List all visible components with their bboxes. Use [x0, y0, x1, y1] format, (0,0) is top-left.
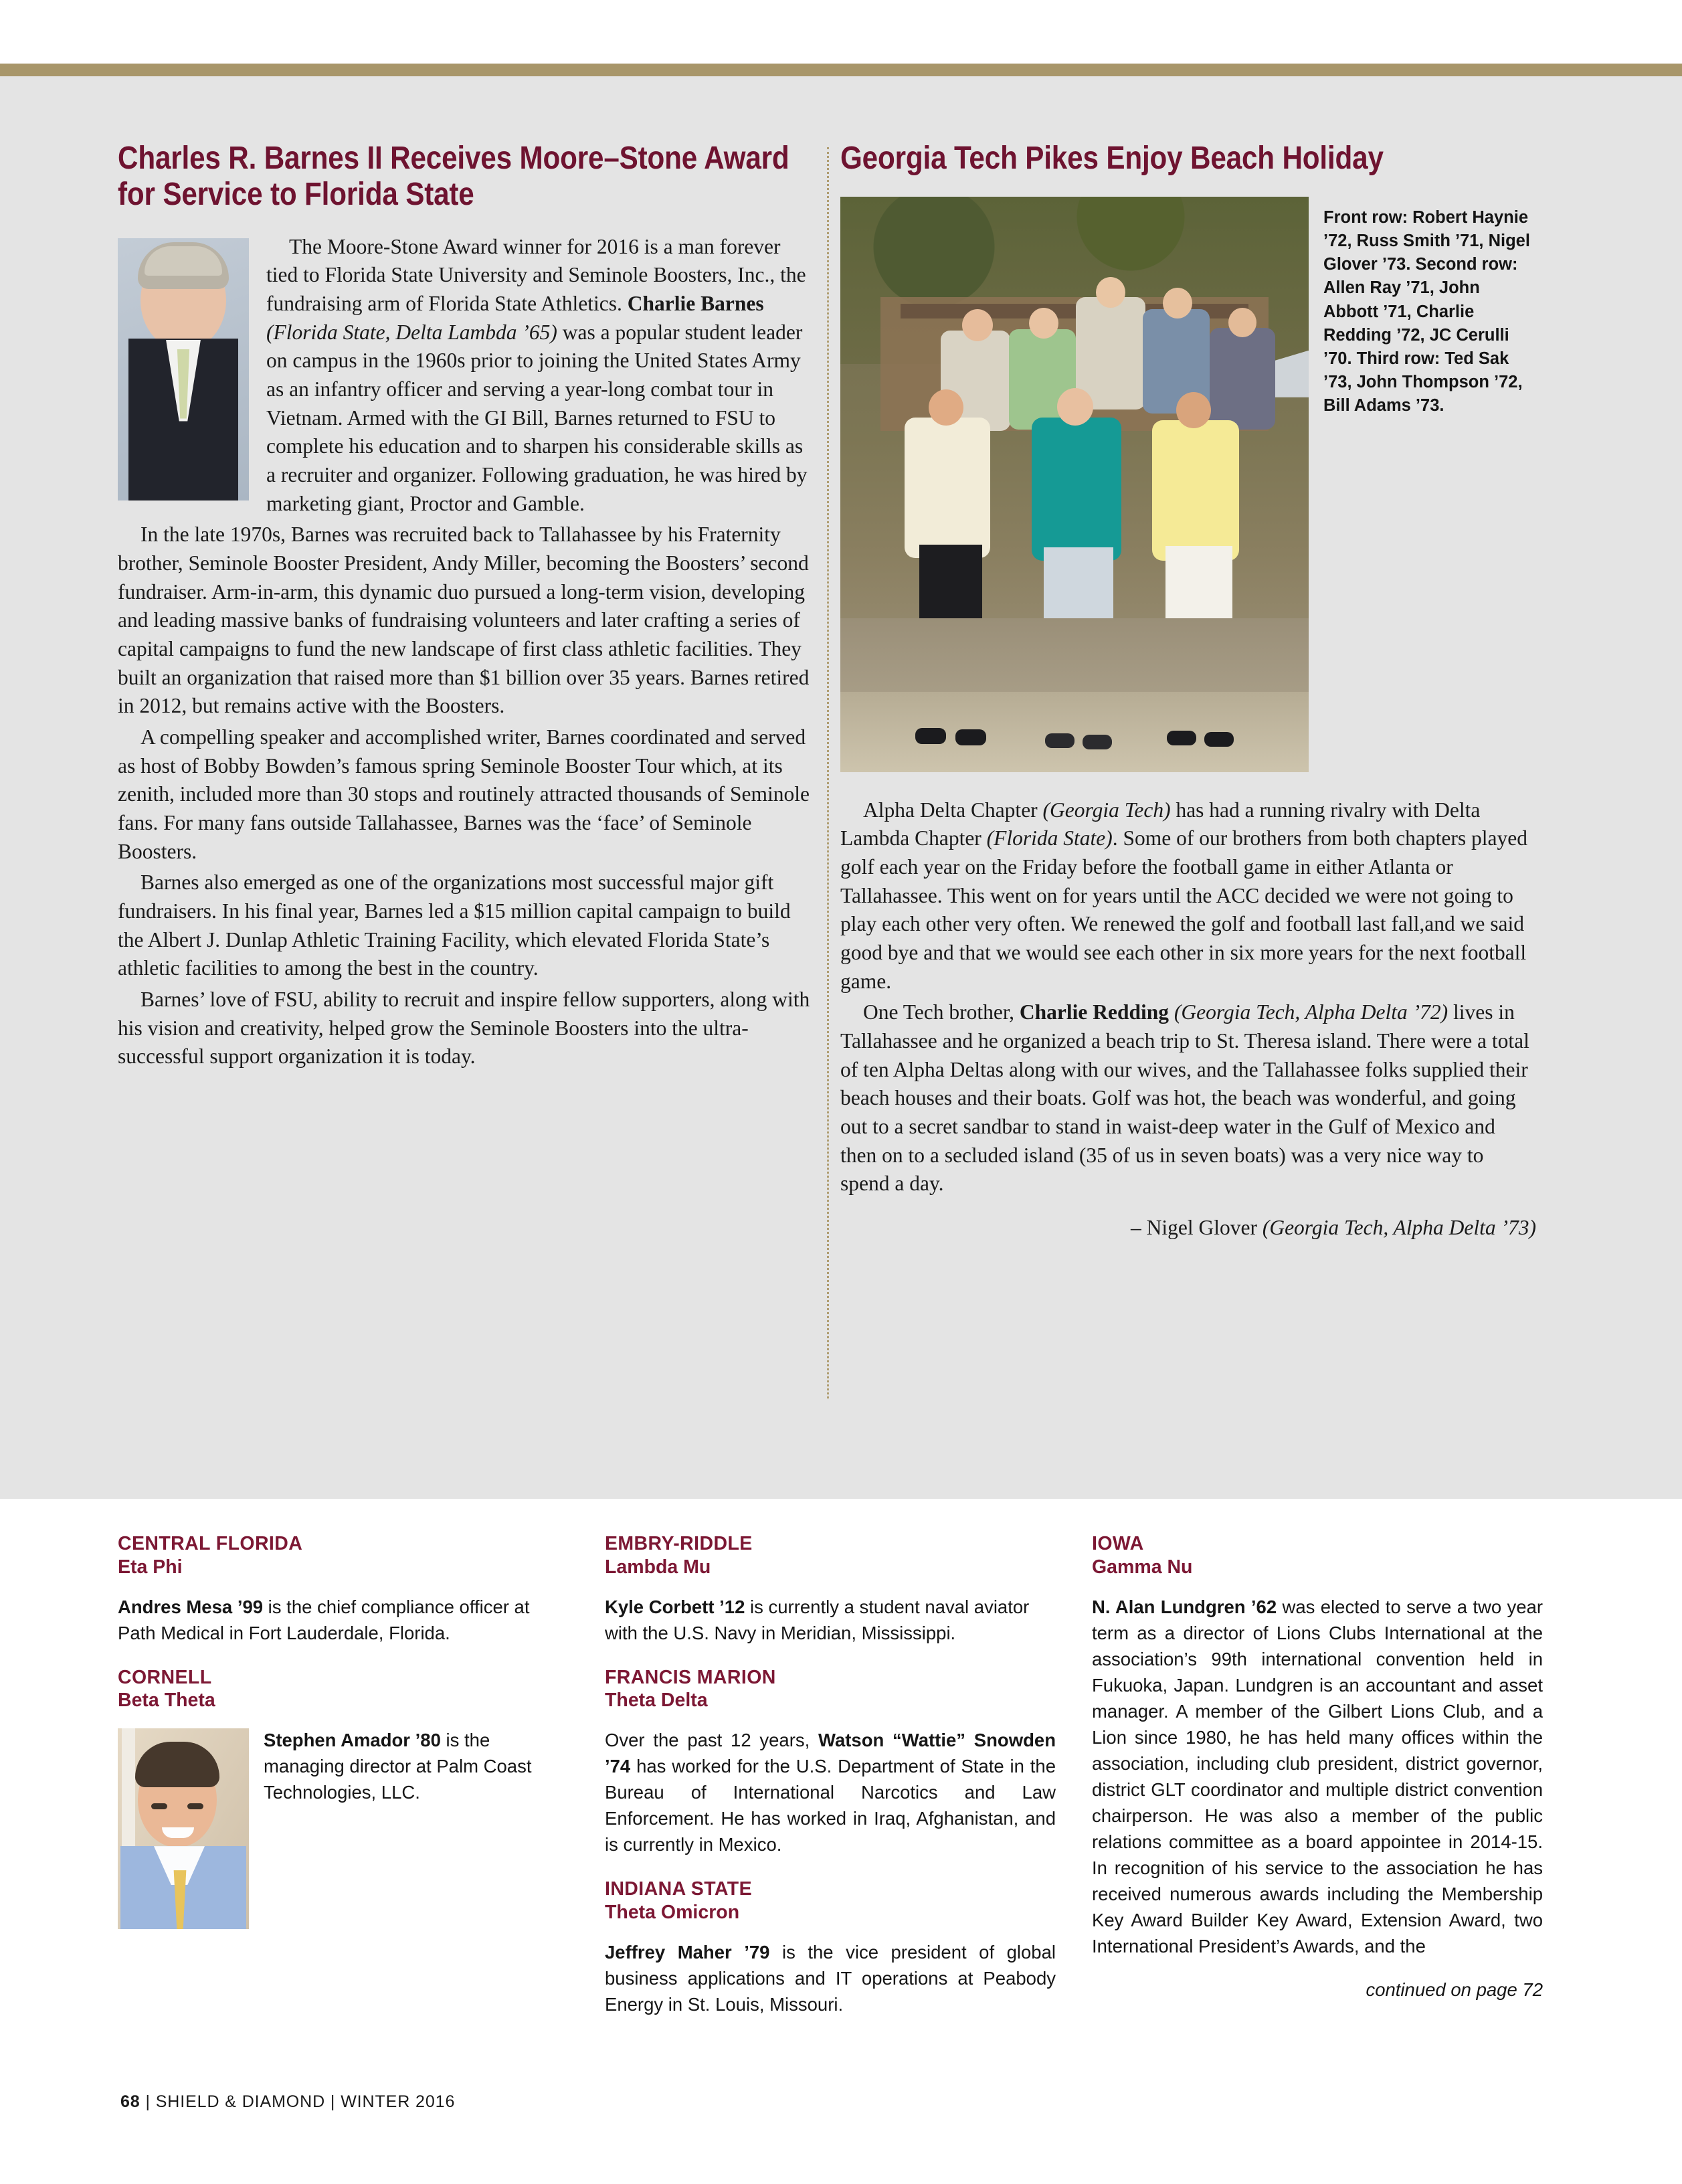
chapter-news-text: Stephen Amador ’80 is the managing director at Palm Coast Technologies, LLC.: [264, 1730, 532, 1803]
feature-articles: [118, 141, 1536, 1240]
news-column-3: [1092, 1532, 1543, 2037]
paragraph: The Moore-Stone Award winner for 2016 is a man forever tied to Florida State University and Seminole Boosters, Inc., the fundraising arm of Florida State Athletics. Charlie Barnes (Florida State, Delta Lambda ’65) was a popular student leader on campus in the 1960s prior to joining the United States Army as an infantry officer and serving a year-long combat tour in Vietnam. Armed with the GI Bill, Barnes returned to FSU to complete his education and to sharpen his considerable skills as a recruiter and organizer. Following graduation, he was hired by marketing giant, Proctor and Gamble.: [266, 234, 808, 515]
group-photo-caption: Front row: Robert Haynie ’72, Russ Smith ’71, Nigel Glover ’73. Second row: Allen Ray ’71, John Abbott ’71, Charlie Redding ’72, JC Cerulli ’70. Third row: Ted Sak ’73, John Thompson ’72, Bill Adams ’73.: [1323, 207, 1530, 416]
chapter-greek-name: Beta Theta: [118, 1690, 215, 1712]
chapter-entry: [1092, 1532, 1543, 1959]
chapter-entry: [605, 1532, 1056, 1646]
paragraph: Barnes also emerged as one of the organizations most successful major gift fundraisers. In his final year, Barnes led a $15 million capital campaign to build the Albert J. Dunlap Athletic Training Facility, which elevated Florida State’s athletic facilities to among the best in the country.: [118, 871, 791, 980]
chapter-greek-name: Lambda Mu: [605, 1556, 711, 1578]
chapter-school-name: INDIANA STATE: [605, 1878, 752, 1900]
news-column-1: [118, 1532, 569, 2037]
top-gold-rule: [0, 64, 1682, 76]
chapter-greek-name: Eta Phi: [118, 1556, 183, 1578]
paragraph: A compelling speaker and accomplished writer, Barnes coordinated and served as host of Bobby Bowden’s famous spring Seminole Booster Tour which, at its zenith, included more than 30 stops and routinely attracted thousands of Seminole fans. For many fans outside Tallahassee, Barnes was the ‘face’ of Seminole Boosters.: [118, 725, 810, 863]
paragraph: Barnes’ love of FSU, ability to recruit and inspire fellow supporters, along with his vision and creativity, helped grow the Seminole Boosters into the ultra-successful support organization it is today.: [118, 987, 810, 1069]
chapter-greek-name: Theta Delta: [605, 1690, 708, 1712]
chapter-news-text: Over the past 12 years, Watson “Wattie” Snowden ’74 has worked for the U.S. Department of State in the Bureau of International Narcotics and Law Enforcement. He has worked in Iraq, Afghanistan, and is currently in Mexico.: [605, 1730, 1056, 1855]
stephen-amador-portrait-photo: [118, 1728, 249, 1929]
chapter-school-name: FRANCIS MARION: [605, 1666, 776, 1688]
left-article-headline: Charles R. Barnes II Receives Moore–Stone Award for Service to Florida State: [118, 141, 789, 212]
footer-separator: |: [330, 2092, 336, 2111]
chapter-school-name: CORNELL: [118, 1666, 212, 1688]
chapter-school-name: IOWA: [1092, 1533, 1144, 1554]
feature-right-column: [840, 141, 1536, 1240]
footer-page-number: 68: [120, 2092, 141, 2111]
footer-publication-title: SHIELD & DIAMOND: [155, 2092, 326, 2111]
chapter-entry: [605, 1666, 1056, 1858]
georgia-tech-group-photo: [840, 197, 1309, 772]
chapter-school-name: CENTRAL FLORIDA: [118, 1533, 303, 1554]
paragraph: One Tech brother, Charlie Redding (Georgia Tech, Alpha Delta ’72) lives in Tallahassee and he organized a beach trip to St. Theresa island. There were a total of ten Alpha Deltas along with our wives, and the Tallahassee folks supplied their beach houses and their boats. Golf was hot, the beach was wonderful, and going out to a secret sandbar to stand in waist-deep water in the Gulf of Mexico and then on to a secluded island (35 of us in seven boats) was a very nice way to spend a day.: [840, 1000, 1529, 1196]
chapter-school-name: EMBRY-RIDDLE: [605, 1533, 753, 1554]
attribution-name: – Nigel Glover: [1130, 1216, 1263, 1240]
feature-left-column: [118, 141, 814, 1240]
chapter-news-text: Jeffrey Maher ’79 is the vice president of global business applications and IT operations at Peabody Energy in St. Louis, Missouri.: [605, 1941, 1056, 2015]
footer-issue: WINTER 2016: [341, 2092, 456, 2111]
news-column-2: [605, 1532, 1056, 2037]
paragraph: In the late 1970s, Barnes was recruited back to Tallahassee by his Fraternity brother, Seminole Booster President, Andy Miller, becoming the Boosters’ second fundraiser. Arm-in-arm, this dynamic duo pursued a long-term vision, developing and leading massive banks of fundraising volunteers and later crafting a series of capital campaigns to fund the new landscape of first class athletic facilities. They built an organization that raised more than $1 billion over 35 years. Barnes retired in 2012, but remains active with the Boosters.: [118, 523, 810, 718]
chapter-greek-name: Gamma Nu: [1092, 1556, 1193, 1578]
chapter-entry: [118, 1532, 569, 1646]
chapter-news-text: Kyle Corbett ’12 is currently a student naval aviator with the U.S. Navy in Meridian, Mississippi.: [605, 1596, 1030, 1643]
article-attribution: [840, 1216, 1536, 1240]
group-photo-row: [840, 197, 1536, 772]
chapter-entry: [605, 1878, 1056, 2017]
charlie-barnes-portrait-photo: [118, 238, 249, 500]
footer-separator: |: [145, 2092, 151, 2111]
continued-link[interactable]: continued on page 72: [1366, 1979, 1543, 2001]
chapter-greek-name: Theta Omicron: [605, 1902, 740, 1924]
right-article-headline: Georgia Tech Pikes Enjoy Beach Holiday: [840, 141, 1384, 176]
page-footer: [120, 2092, 455, 2112]
paragraph: Alpha Delta Chapter (Georgia Tech) has had a running rivalry with Delta Lambda Chapter (Florida State). Some of our brothers from both chapters played golf each year on the Friday before the football game in either Atlanta or Tallahassee. This went on for years until the ACC decided we were not going to play each other very often. We renewed the golf and football last fall,and we said good bye and that we would see each other in six more years for the next football game.: [840, 798, 1527, 993]
attribution-affiliation: (Georgia Tech, Alpha Delta ’73): [1262, 1216, 1536, 1240]
right-article-body: [840, 796, 1536, 1198]
chapter-news-section: [118, 1532, 1543, 2037]
chapter-entry: [118, 1666, 569, 1806]
column-divider: [814, 141, 840, 1240]
chapter-news-text: N. Alan Lundgren ’62 was elected to serve a two year term as a director of Lions Clubs International at the association’s 99th international convention held in Fukuoka, Japan. Lundgren is an accountant and asset manager. A member of the Gilbert Lions Club, and a Lion since 1980, he has held many offices within the association, including club president, district governor, district GLT coordinator and multiple district convention chairperson. He was also a member of the public relations committee as a board appointee in 2014-15. In recognition of his service to the association he has received numerous awards including the Membership Key Award Builder Key Award, Extension Award, two International President’s Awards, and the: [1092, 1596, 1543, 1957]
chapter-news-text: Andres Mesa ’99 is the chief compliance officer at Path Medical in Fort Lauderdale, Florida.: [118, 1596, 530, 1643]
dotted-vertical-rule: [827, 147, 829, 1398]
